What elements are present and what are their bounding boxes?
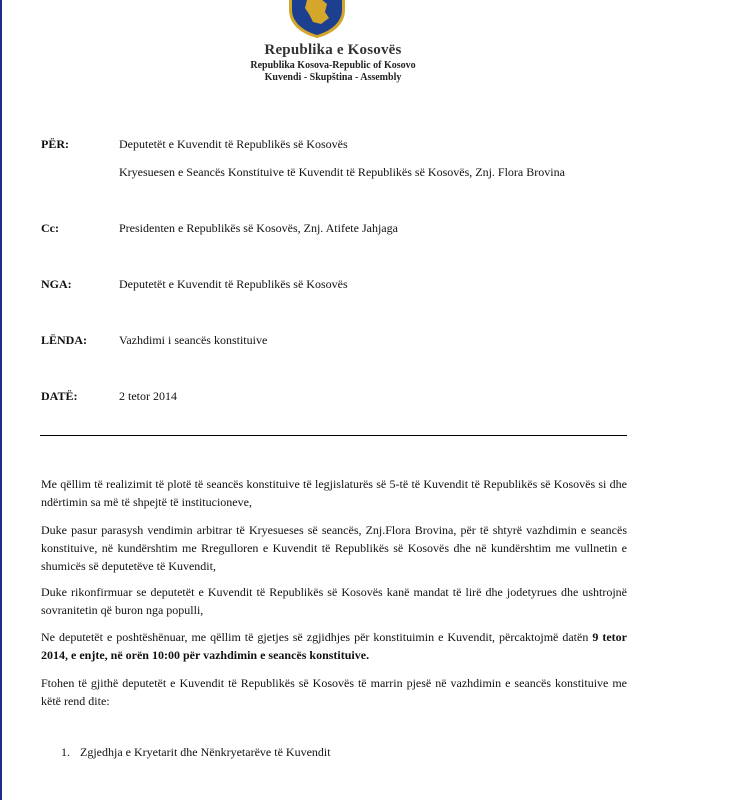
cc-value: Presidenten e Republikës së Kosovës, Znj. Atifete Jahjaga: [119, 221, 398, 235]
per-label: PËR:: [41, 137, 69, 151]
cc-label: Cc:: [41, 221, 59, 235]
letterhead-assembly: Kuvendi - Skupština - Assembly: [264, 72, 402, 83]
list-item: [61, 745, 331, 760]
session-date-emphasis: 9 tetor 2014, e enjte, në orën 10:00 për vazhdimin e seancës konstituive.: [41, 630, 627, 662]
agenda-item-text: Zgjedhja e Kryetarit dhe Nënkryetarëve të Kuvendit: [80, 745, 331, 759]
paragraph-date-set-text: Ne deputetët e poshtëshënuar, me qëllim të gjetjes së zgjidhjes për konstituimin e Kuvendit, përcaktojmë datën: [41, 630, 593, 644]
paragraph-purpose: Me qëllim të realizimit të plotë të seancës konstituive të legjislaturës së 5-të të Kuvendit të Republikës së Kosovës si dhe ndërtimin sa më të shpejtë të institucioneve,: [41, 477, 627, 509]
date-value: 2 tetor 2014: [119, 389, 177, 403]
lenda-value: Vazhdimi i seancës konstituive: [119, 333, 268, 347]
paragraph-date-set: [41, 628, 627, 664]
letterhead-title: Republika e Kosovës: [264, 42, 402, 58]
date-label: DATË:: [41, 389, 78, 403]
per-value-chair: Kryesuesen e Seancës Konstituive të Kuvendit të Republikës së Kosovës, Znj. Flora Brovina: [119, 165, 565, 179]
header-divider: [40, 435, 627, 436]
lenda-label: LËNDA:: [41, 333, 88, 347]
per-value-recipients: Deputetët e Kuvendit të Republikës së Kosovës: [119, 137, 348, 151]
nga-value: Deputetët e Kuvendit të Republikës së Kosovës: [119, 277, 348, 291]
nga-label: NGA:: [41, 277, 72, 291]
agenda-item-number: 1.: [61, 745, 70, 759]
paragraph-invitation: Ftohen të gjithë deputetët e Kuvendit të Republikës së Kosovës të marrin pjesë në vazhdimin e seancës konstituive me këtë rend dite:: [41, 676, 627, 708]
agenda-list: [61, 745, 331, 760]
paragraph-mandate: Duke rikonfirmuar se deputetët e Kuvendit të Republikës së Kosovës kanë mandat të lirë dhe jodetyrues dhe ushtrojnë sovranitetin që buron nga populli,: [41, 585, 627, 617]
kosovo-coat-of-arms-icon: [287, 0, 347, 38]
letterhead-subtitle: Republika Kosova-Republic of Kosovo: [250, 60, 416, 71]
paragraph-decision: Duke pasur parasysh vendimin arbitrar të Kryesueses së seancës, Znj.Flora Brovina, për të shtyrë vazhdimin e seancës konstituive, në kundërshtim me Rregulloren e Kuvendit të Republikës së Kosovës dhe në kundërshtim me vullnetin e shumicës së deputetëve të Kuvendit,: [41, 523, 627, 573]
